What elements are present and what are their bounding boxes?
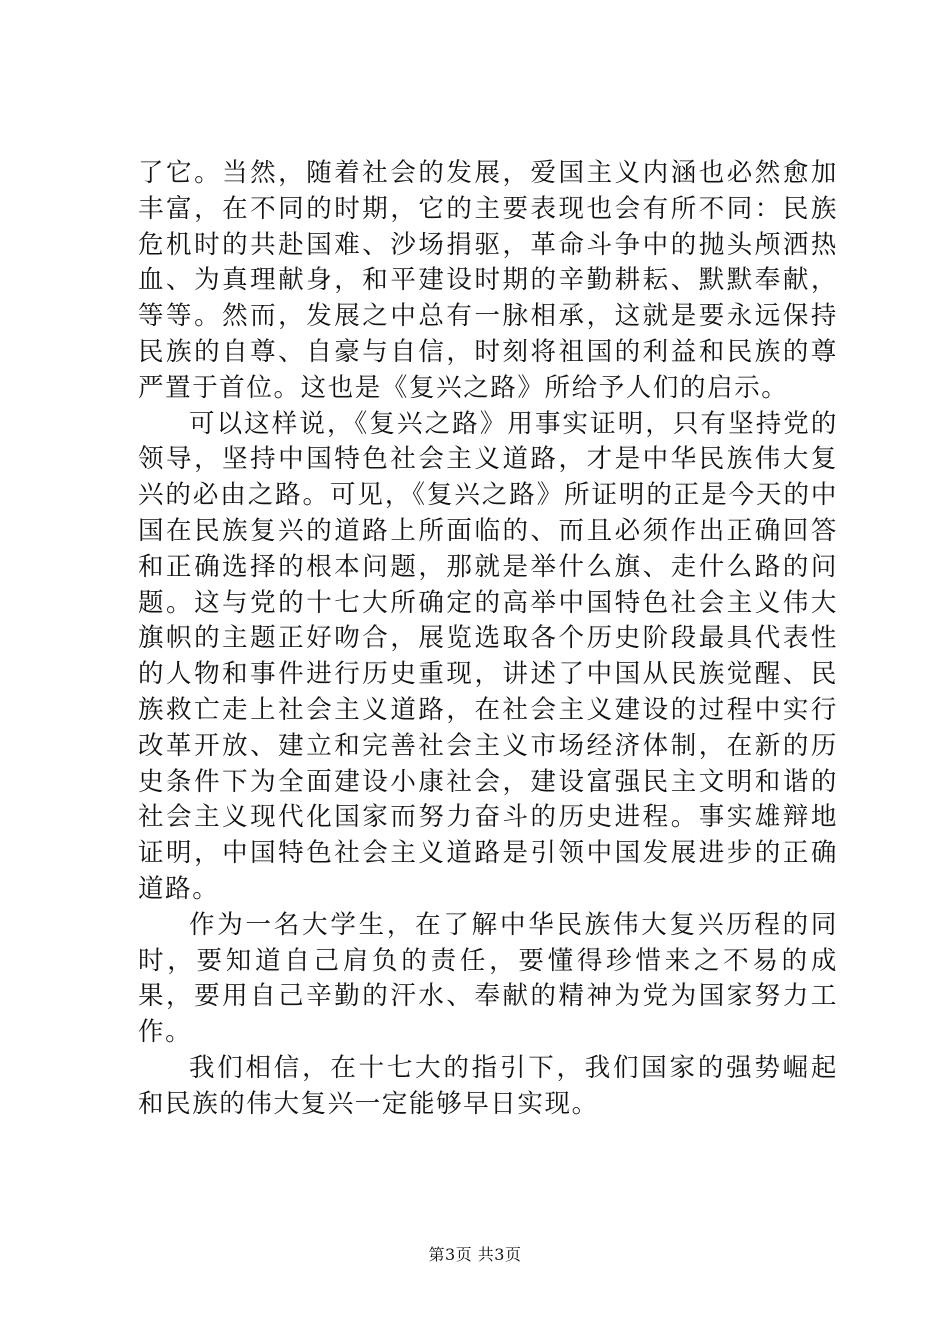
page-footer: 第3页 共3页 [428,1245,522,1264]
document-body [138,156,838,1123]
paragraph-1: 了它。当然，随着社会的发展，爱国主义内涵也必然愈加丰富，在不同的时期，它的主要表现也会有所不同：民族危机时的共赴国难、沙场捐驱，革命斗争中的抛头颅洒热血、为真理献身，和平建设时期的辛勤耕耘、默默奉献，等等。然而，发展之中总有一脉相承，这就是要永远保持民族的自尊、自豪与自信，时刻将祖国的利益和民族的尊严置于首位。这也是《复兴之路》所给予人们的启示。 [138,158,838,403]
paragraph-4: 我们相信，在十七大的指引下，我们国家的强势崛起和民族的伟大复兴一定能够早日实现。 [138,1052,838,1119]
paragraph-3: 作为一名大学生，在了解中华民族伟大复兴历程的同时，要知道自己肩负的责任，要懂得珍惜来之不易的成果，要用自己辛勤的汗水、奉献的精神为党为国家努力工作。 [138,909,838,1048]
paragraph-2: 可以这样说，《复兴之路》用事实证明，只有坚持党的领导，坚持中国特色社会主义道路，才是中华民族伟大复兴的必由之路。可见，《复兴之路》所证明的正是今天的中国在民族复兴的道路上所面临的、而且必须作出正确回答和正确选择的根本问题，那就是举什么旗、走什么路的问题。这与党的十七大所确定的高举中国特色社会主义伟大旗帜的主题正好吻合，展览选取各个历史阶段最具代表性的人物和事件进行历史重现，讲述了中国从民族觉醒、民族救亡走上社会主义道路，在社会主义建设的过程中实行改革开放、建立和完善社会主义市场经济体制，在新的历史条件下为全面建设小康社会，建设富强民主文明和谐的社会主义现代化国家而努力奋斗的历史进程。事实雄辩地证明，中国特色社会主义道路是引领中国发展进步的正确道路。 [138,408,838,904]
